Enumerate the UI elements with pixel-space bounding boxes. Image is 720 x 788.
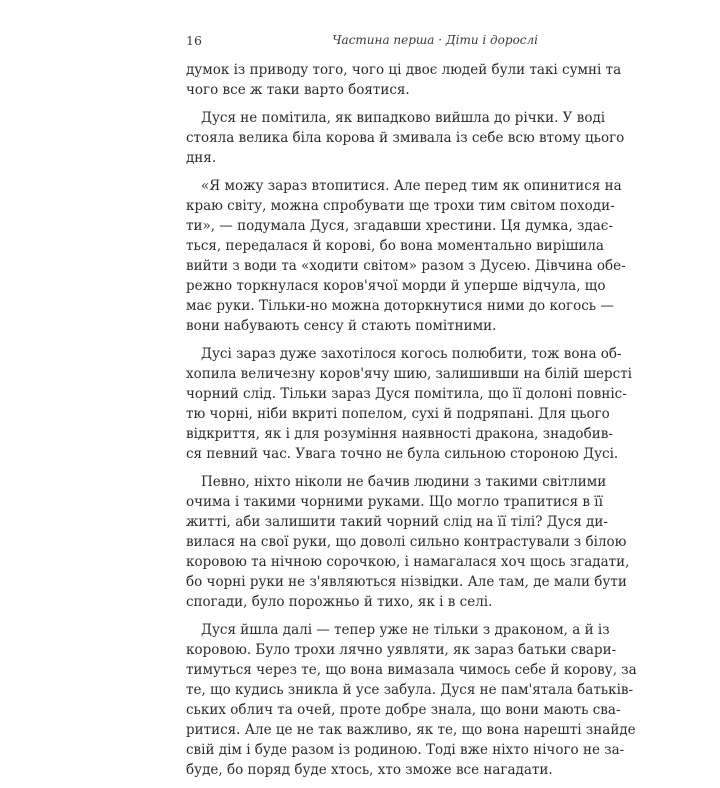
- text-line: те, що кудись зникла й усе забула. Дуся не пам'ятала батьків-: [186, 682, 634, 698]
- text-line: відкриття, як і для розуміння наявності дракона, знадобив-: [186, 426, 613, 442]
- text-line: коровою. Було трохи лячно уявляти, як зараз батьки свари-: [186, 642, 617, 658]
- text-line: ти», — подумала Дуся, згадавши хрестини. Ця думка, здає-: [186, 218, 613, 234]
- text-line: Дуся не помітила, як випадково вийшла до річки. У воді: [201, 110, 606, 126]
- text-line: чого все ж таки варто боятися.: [186, 82, 410, 98]
- text-line: тимуться через те, що вона вимазала чимось себе й корову, за: [186, 662, 637, 678]
- page-number: 16: [186, 33, 202, 48]
- text-line: чорний слід. Тільки зараз Дуся помітила, що її долоні повніс-: [186, 386, 627, 402]
- text-line: краю світу, можна спробувати ще трохи тим світом походи-: [186, 198, 615, 214]
- text-line: очима і такими чорними руками. Що могло трапитися в її: [186, 494, 603, 510]
- text-line: вони набувають сенсу й стають помітними.: [186, 318, 497, 334]
- text-line: Дусі зараз дуже захотілося когось полюбити, тож вона об-: [201, 346, 622, 362]
- text-line: стояла велика біла корова й змивала із себе всю втому цього: [186, 130, 625, 146]
- text-line: тю чорні, ніби вкриті попелом, сухі й подряпані. Для цього: [186, 406, 610, 422]
- text-line: коровою та нічною сорочкою, і намагалася хоч щось згадати,: [186, 554, 630, 570]
- text-line: ться, передалася й корові, бо вона моментально вирішила: [186, 238, 604, 254]
- text-line: має руки. Тільки-но можна доторкнутися ними до когось —: [186, 298, 614, 314]
- body-text: [186, 60, 637, 788]
- text-line: дня.: [186, 150, 217, 166]
- text-line: ських облич та очей, проте добре знала, що вони мають свa-: [186, 702, 621, 718]
- paragraph: [186, 344, 633, 464]
- paragraph: [186, 620, 637, 780]
- paragraph: [186, 60, 622, 100]
- text-line: думок із приводу того, чого ці двоє людей були такі сумні та: [186, 62, 622, 78]
- text-line: хопила величезну коров'ячу шию, залишивши на білій шерсті: [186, 366, 633, 382]
- text-line: «Я можу зараз втопитися. Але перед тим як опинитися на: [201, 178, 622, 194]
- text-line: бо чорні руки не з'являються нізвідки. Але там, де мали бути: [186, 574, 627, 590]
- paragraph: [186, 472, 630, 612]
- text-line: режно торкнулася коров'ячої морди й уперше відчула, що: [186, 278, 606, 294]
- text-line: ритися. Але це не так важливо, як те, що вона нарешті знайде: [186, 722, 636, 738]
- text-line: Дуся йшла далі — тепер уже не тільки з драконом, а й із: [201, 622, 610, 638]
- text-line: вилася на свої руки, що доволі сильно контрастували з білою: [186, 534, 627, 550]
- running-head: Частина перша · Діти і дорослі: [332, 33, 538, 47]
- text-line: свій дім і буде разом із родиною. Тоді вже ніхто нічого не за-: [186, 742, 625, 758]
- text-line: спогади, було порожньо й тихо, як і в селі.: [186, 594, 493, 610]
- text-line: буде, бо поряд буде хтось, хто зможе все нагадати.: [186, 762, 553, 778]
- paragraph: [186, 176, 626, 336]
- text-line: ся певний час. Увага точно не була сильною стороною Дусі.: [186, 446, 619, 462]
- text-line: вийти з води та «ходити світом» разом з Дусею. Дівчина обе-: [186, 258, 626, 274]
- page-header: [186, 33, 538, 51]
- paragraph: [186, 108, 625, 168]
- text-line: житті, аби залишити такий чорний слід на її тілі? Дуся ди-: [186, 514, 608, 530]
- text-line: Певно, ніхто ніколи не бачив людини з такими світлими: [201, 474, 607, 490]
